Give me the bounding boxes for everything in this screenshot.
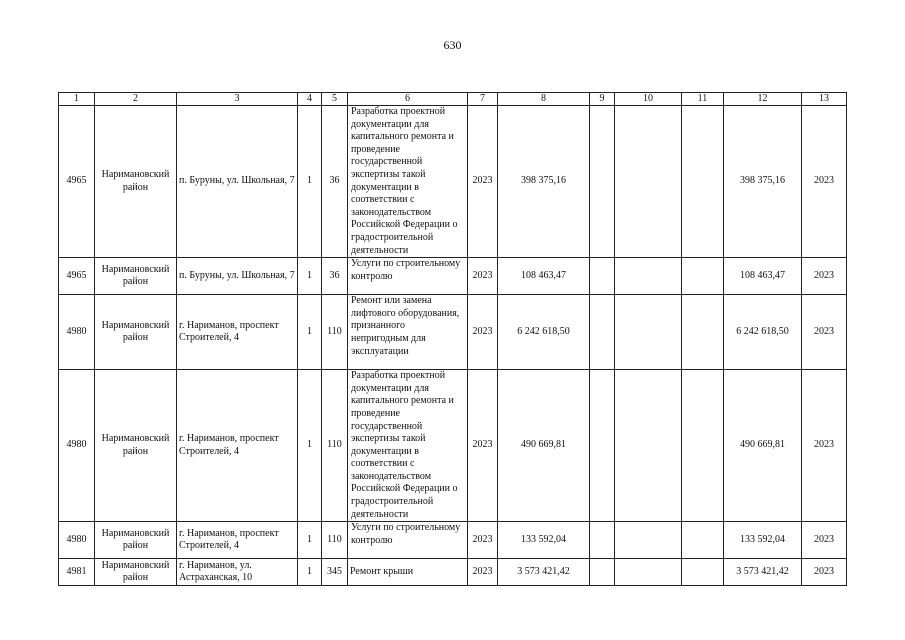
col-header: 7 xyxy=(468,93,498,106)
address: п. Буруны, ул. Школьная, 7 xyxy=(177,258,298,295)
house-id: 4981 xyxy=(59,559,95,586)
district: Наримановский район xyxy=(95,258,177,295)
total-cost: 3 573 421,42 xyxy=(498,559,590,586)
district: Наримановский район xyxy=(95,370,177,522)
col-5-value: 345 xyxy=(322,559,348,586)
col-10-value xyxy=(615,258,682,295)
table-row xyxy=(59,522,847,559)
col-header: 11 xyxy=(682,93,724,106)
col-4-value: 1 xyxy=(298,106,322,258)
house-id: 4980 xyxy=(59,370,95,522)
col-10-value xyxy=(615,295,682,370)
program-table xyxy=(58,92,847,586)
col-header: 1 xyxy=(59,93,95,106)
col-header: 13 xyxy=(802,93,847,106)
total-cost: 6 242 618,50 xyxy=(498,295,590,370)
col-4-value: 1 xyxy=(298,370,322,522)
col-9-value xyxy=(590,559,615,586)
col-header: 12 xyxy=(724,93,802,106)
cost-value: 6 242 618,50 xyxy=(724,295,802,370)
year: 2023 xyxy=(468,258,498,295)
col-4-value: 1 xyxy=(298,559,322,586)
col-header: 6 xyxy=(348,93,468,106)
year-end: 2023 xyxy=(802,106,847,258)
col-11-value xyxy=(682,370,724,522)
year: 2023 xyxy=(468,370,498,522)
house-id: 4965 xyxy=(59,258,95,295)
col-header: 4 xyxy=(298,93,322,106)
work-type: Ремонт крыши xyxy=(348,559,468,586)
year-end: 2023 xyxy=(802,370,847,522)
col-header: 2 xyxy=(95,93,177,106)
table-row xyxy=(59,295,847,370)
work-type: Услуги по строительному контролю xyxy=(348,522,468,559)
col-10-value xyxy=(615,106,682,258)
table-row xyxy=(59,559,847,586)
address: г. Нариманов, ул. Астраханская, 10 xyxy=(177,559,298,586)
work-type: Разработка проектной документации для капитального ремонта и проведение государственной экспертизы такой документации в соответствии с законодательством Российской Федерации о градостроительной деятельности xyxy=(348,370,468,522)
cost-value: 398 375,16 xyxy=(724,106,802,258)
col-header: 8 xyxy=(498,93,590,106)
year-end: 2023 xyxy=(802,258,847,295)
district: Наримановский район xyxy=(95,106,177,258)
cost-value: 3 573 421,42 xyxy=(724,559,802,586)
address: п. Буруны, ул. Школьная, 7 xyxy=(177,106,298,258)
table-row xyxy=(59,106,847,258)
col-5-value: 110 xyxy=(322,370,348,522)
col-9-value xyxy=(590,522,615,559)
house-id: 4980 xyxy=(59,522,95,559)
col-10-value xyxy=(615,522,682,559)
year: 2023 xyxy=(468,106,498,258)
col-4-value: 1 xyxy=(298,258,322,295)
total-cost: 398 375,16 xyxy=(498,106,590,258)
address: г. Нариманов, проспект Строителей, 4 xyxy=(177,370,298,522)
cost-value: 490 669,81 xyxy=(724,370,802,522)
col-header: 10 xyxy=(615,93,682,106)
district: Наримановский район xyxy=(95,559,177,586)
col-5-value: 110 xyxy=(322,295,348,370)
col-5-value: 110 xyxy=(322,522,348,559)
total-cost: 490 669,81 xyxy=(498,370,590,522)
col-10-value xyxy=(615,370,682,522)
col-11-value xyxy=(682,295,724,370)
col-9-value xyxy=(590,370,615,522)
col-9-value xyxy=(590,106,615,258)
col-11-value xyxy=(682,559,724,586)
work-type: Ремонт или замена лифтового оборудования, признанного непригодным для эксплуатации xyxy=(348,295,468,370)
total-cost: 133 592,04 xyxy=(498,522,590,559)
col-11-value xyxy=(682,106,724,258)
col-4-value: 1 xyxy=(298,295,322,370)
district: Наримановский район xyxy=(95,522,177,559)
district: Наримановский район xyxy=(95,295,177,370)
col-4-value: 1 xyxy=(298,522,322,559)
col-11-value xyxy=(682,258,724,295)
address: г. Нариманов, проспект Строителей, 4 xyxy=(177,522,298,559)
col-5-value: 36 xyxy=(322,258,348,295)
work-type: Услуги по строительному контролю xyxy=(348,258,468,295)
table-row xyxy=(59,258,847,295)
work-type: Разработка проектной документации для капитального ремонта и проведение государственной экспертизы такой документации в соответствии с законодательством Российской Федерации о градостроительной деятельности xyxy=(348,106,468,258)
table-row xyxy=(59,370,847,522)
address: г. Нариманов, проспект Строителей, 4 xyxy=(177,295,298,370)
year-end: 2023 xyxy=(802,522,847,559)
year-end: 2023 xyxy=(802,295,847,370)
col-5-value: 36 xyxy=(322,106,348,258)
year: 2023 xyxy=(468,559,498,586)
year-end: 2023 xyxy=(802,559,847,586)
column-number-row xyxy=(59,93,847,106)
page-number: 630 xyxy=(443,38,462,52)
col-9-value xyxy=(590,295,615,370)
house-id: 4965 xyxy=(59,106,95,258)
col-header: 3 xyxy=(177,93,298,106)
col-11-value xyxy=(682,522,724,559)
cost-value: 108 463,47 xyxy=(724,258,802,295)
cost-value: 133 592,04 xyxy=(724,522,802,559)
col-9-value xyxy=(590,258,615,295)
total-cost: 108 463,47 xyxy=(498,258,590,295)
year: 2023 xyxy=(468,522,498,559)
year: 2023 xyxy=(468,295,498,370)
house-id: 4980 xyxy=(59,295,95,370)
col-10-value xyxy=(615,559,682,586)
col-header: 5 xyxy=(322,93,348,106)
col-header: 9 xyxy=(590,93,615,106)
